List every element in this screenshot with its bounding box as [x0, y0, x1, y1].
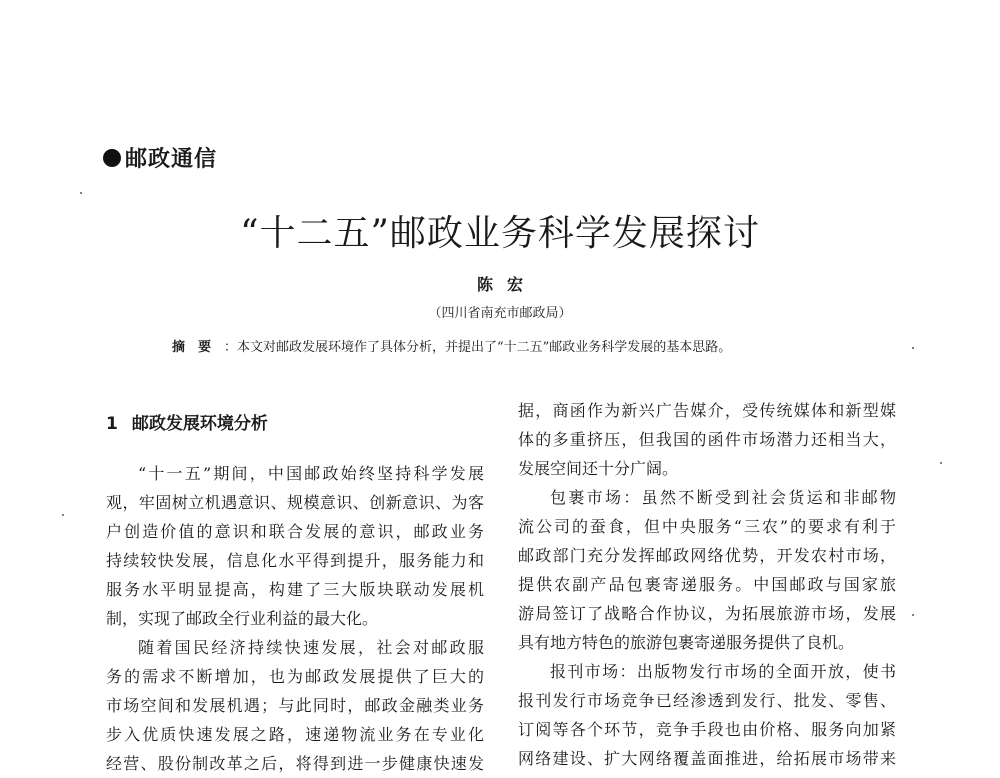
paragraph-line: 步入优质快速发展之路，速递物流业务在专业化: [106, 725, 484, 744]
paragraph-line: 网络建设、扩大网络覆盖面推进，给拓展市场带来: [518, 749, 896, 768]
scan-speck: [912, 347, 914, 349]
paragraph-line: 持续较快发展，信息化水平得到提升，服务能力和: [106, 551, 484, 570]
paragraph-line: 随着国民经济持续快速发展，社会对邮政服: [138, 638, 484, 657]
paragraph-line: 户创造价值的意识和联合发展的意识，邮政业务: [106, 522, 484, 541]
section-tag: [103, 142, 217, 173]
abstract-label: 摘要: [172, 340, 225, 355]
paragraph-line: 务的需求不断增加，也为邮政发展提供了巨大的: [106, 667, 484, 686]
paragraph-line: 报刊市场：出版物发行市场的全面开放，使书: [550, 662, 896, 681]
scan-speck: [80, 192, 82, 194]
paragraph-line: 观，牢固树立机遇意识、规模意识、创新意识、为客: [106, 493, 484, 512]
paragraph-line: 流公司的蚕食，但中央服务“三农”的要求有利于: [518, 517, 896, 536]
scan-speck: [62, 514, 64, 516]
section-heading-text: 邮政发展环境分析: [131, 414, 268, 434]
scan-speck: [912, 614, 914, 616]
paragraph-line: 具有地方特色的旅游包裹寄递服务提供了良机。: [518, 633, 855, 652]
paragraph-line: “十一五”期间，中国邮政始终坚持科学发展: [138, 464, 484, 483]
article-title: “十二五”邮政业务科学发展探讨: [240, 213, 760, 254]
left-column: [106, 392, 484, 778]
right-column: [518, 396, 896, 773]
paragraph-line: 邮政部门充分发挥邮政网络优势，开发农村市场，: [518, 546, 896, 565]
author-affiliation: （四川省南充市邮政局）: [428, 306, 572, 321]
paragraph-line: 服务水平明显提高，构建了三大版块联动发展机: [106, 580, 484, 599]
paragraph-line: 游局签订了战略合作协议，为拓展旅游市场，发展: [518, 604, 896, 623]
section-heading: [106, 410, 484, 438]
paragraph-line: 包裹市场：虽然不断受到社会货运和非邮物: [550, 488, 896, 507]
paragraph-line: 提供农副产品包裹寄递服务。中国邮政与国家旅: [518, 575, 896, 594]
scan-speck: [940, 462, 942, 464]
paragraph-line: 发展空间还十分广阔。: [518, 459, 679, 478]
author-name: 陈宏: [476, 275, 537, 294]
section-number: 1: [106, 414, 118, 434]
paragraph-line: 经营、股份制改革之后，将得到进一步健康快速发: [106, 754, 484, 773]
abstract: [172, 336, 852, 355]
paragraph-line: 体的多重挤压，但我国的函件市场潜力还相当大，: [518, 430, 896, 449]
paragraph-line: 据，商函作为新兴广告媒介，受传统媒体和新型媒: [518, 401, 896, 420]
paragraph-line: 报刊发行市场竞争已经渗透到发行、批发、零售、: [518, 691, 896, 710]
paragraph-line: 制，实现了邮政全行业利益的最大化。: [106, 609, 379, 628]
paragraph-line: 订阅等各个环节，竞争手段也由价格、服务向加紧: [518, 720, 896, 739]
paragraph-line: 市场空间和发展机遇；与此同时，邮政金融类业务: [106, 696, 484, 715]
bullet-icon: [103, 149, 121, 167]
section-tag-label: 邮政通信: [125, 147, 218, 172]
abstract-text: ：本文对邮政发展环境作了具体分析，并提出了“十二五”邮政业务科学发展的基本思路。: [224, 340, 732, 355]
